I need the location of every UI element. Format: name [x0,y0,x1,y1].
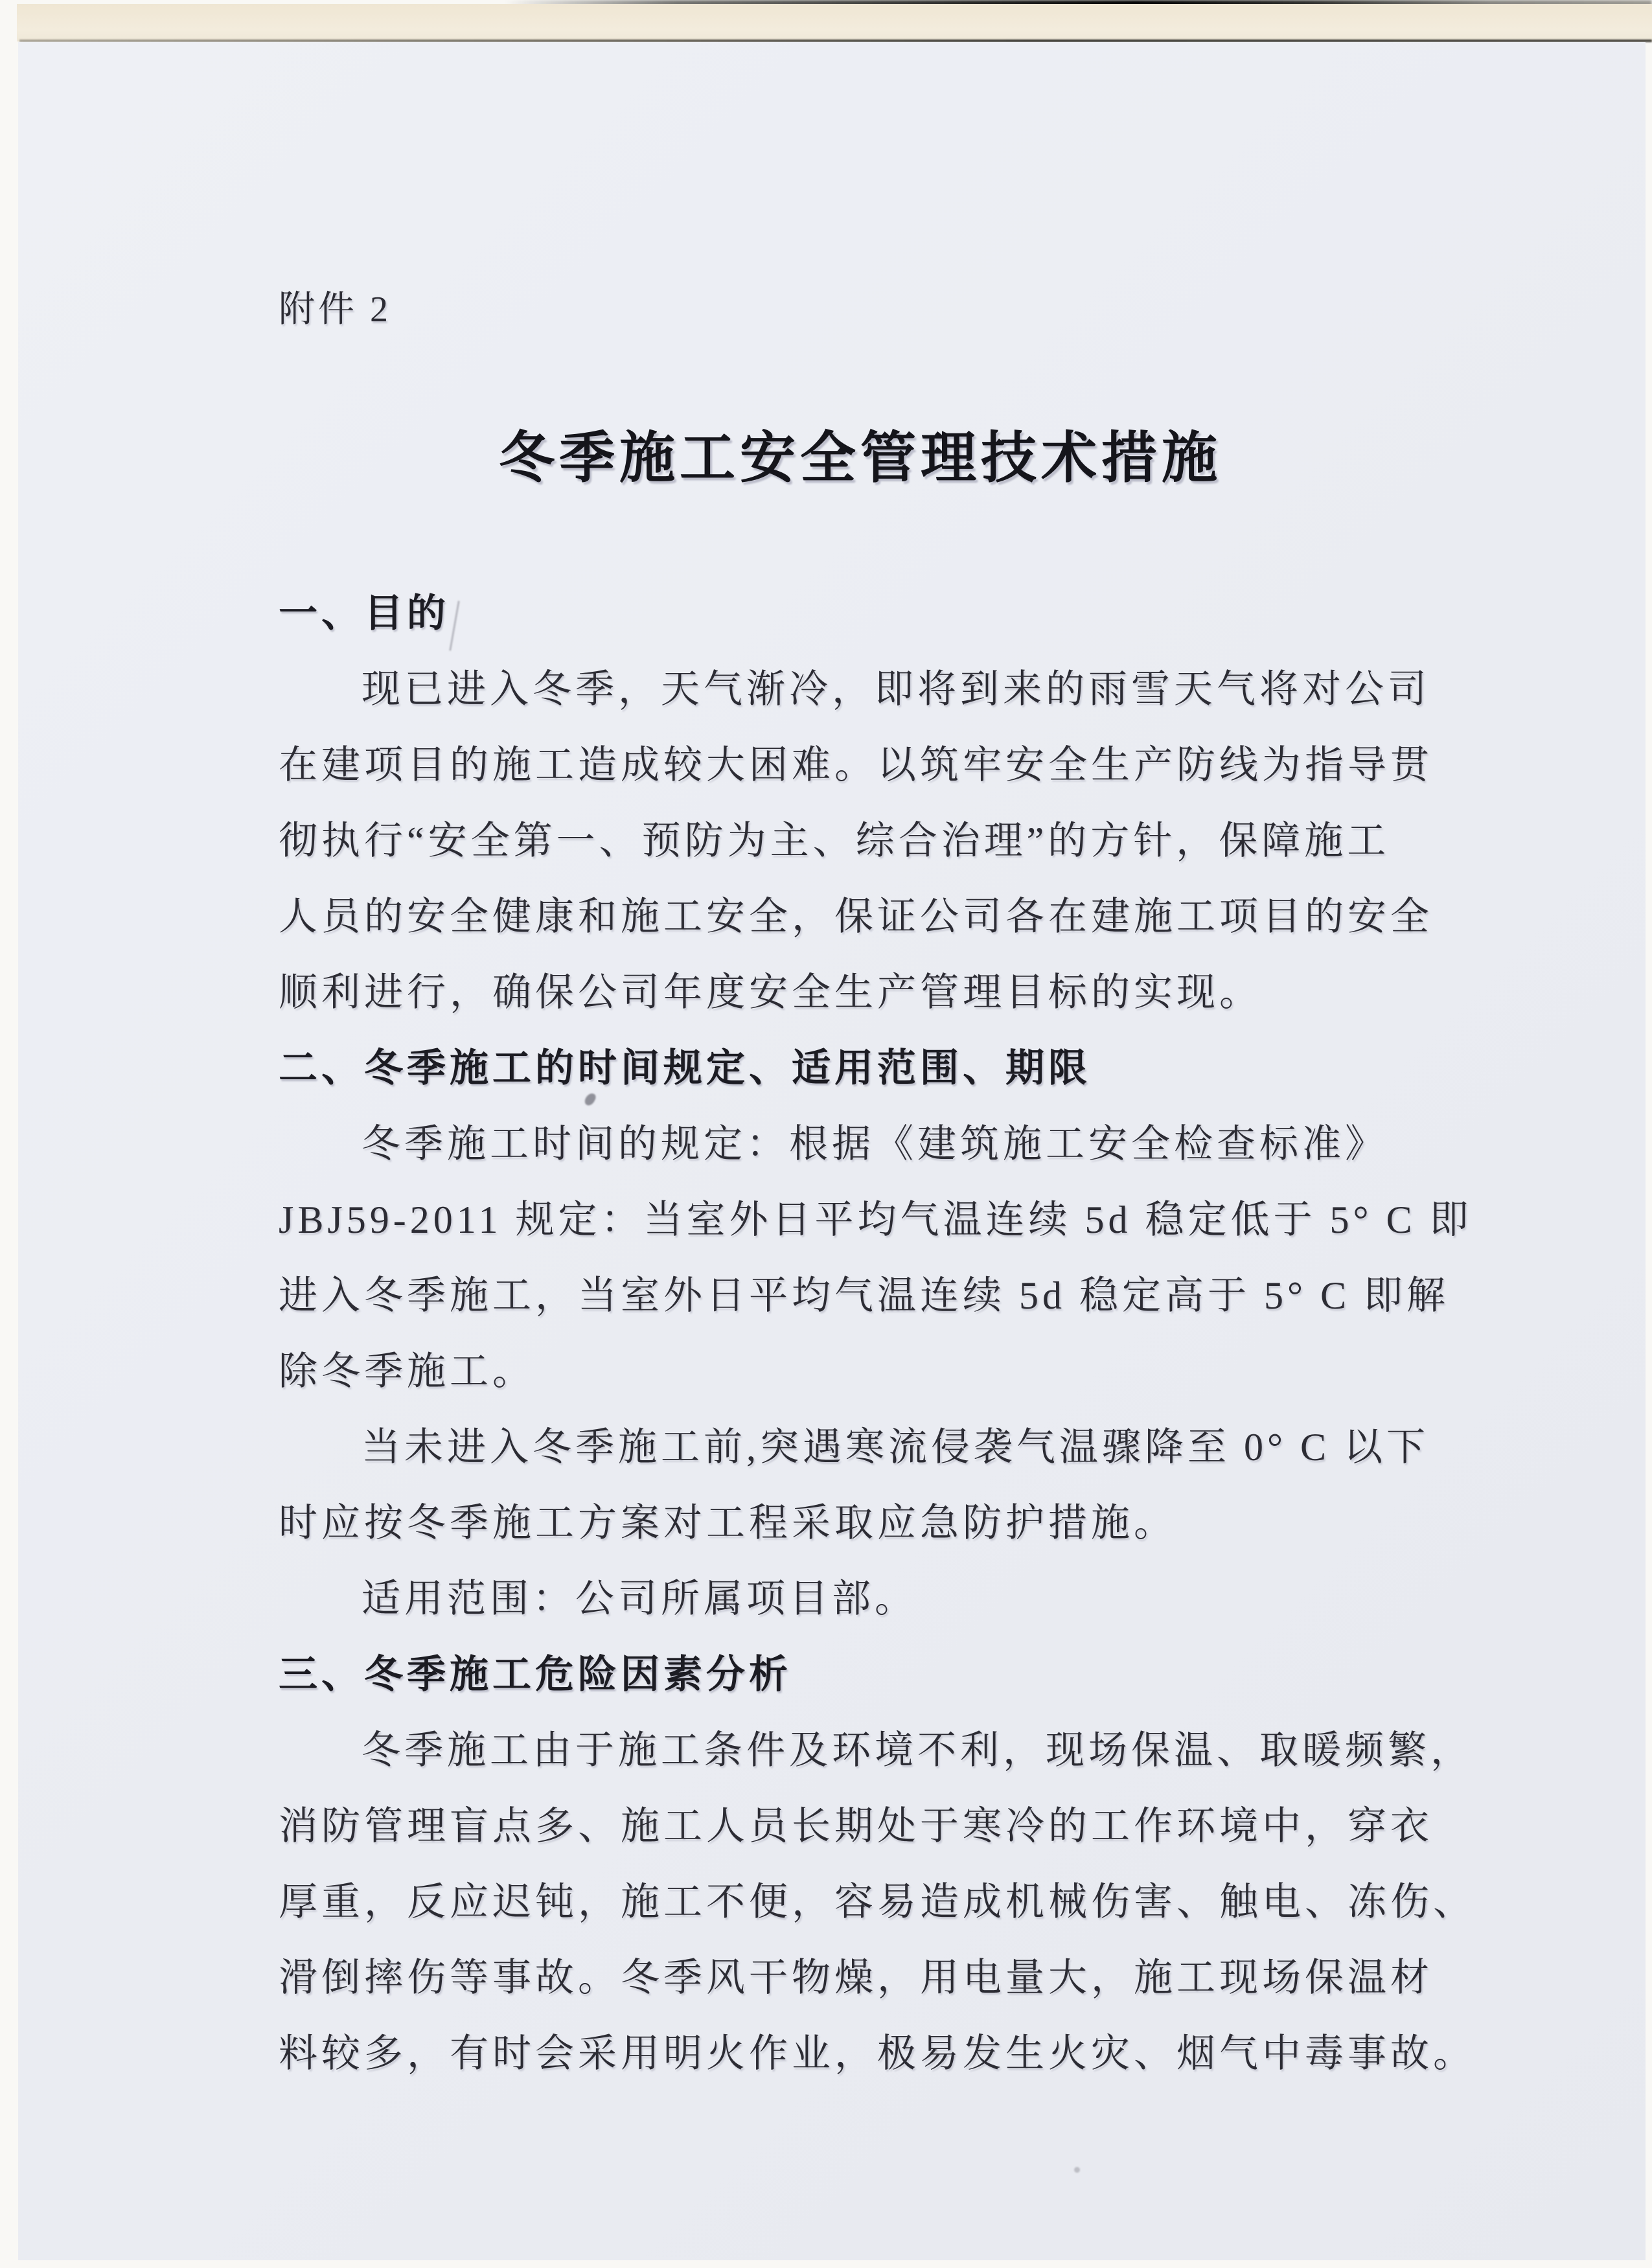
document-body [279,576,1476,2092]
text-line: JBJ59-2011 规定：当室外日平均气温连续 5d 稳定低于 5° C 即 [279,1198,1473,1241]
document-title: 冬季施工安全管理技术措施 [499,427,1222,489]
section-heading: 一、目的 [279,592,450,635]
text-line: 冬季施工时间的规定：根据《建筑施工安全检查标准》 [361,1123,1388,1165]
text-line: 彻执行“安全第一、预防为主、综合治理”的方针，保障施工 [279,819,1390,862]
text-line: 顺利进行，确保公司年度安全生产管理目标的实现。 [279,971,1262,1014]
text-line: 料较多，有时会采用明火作业，极易发生火灾、烟气中毒事故。 [279,2032,1476,2075]
text-line: 滑倒摔伤等事故。冬季风干物燥，用电量大，施工现场保温材 [279,1956,1433,1999]
text-line: 现已进入冬季，天气渐冷，即将到来的雨雪天气将对公司 [361,668,1430,711]
text-line: 冬季施工由于施工条件及环境不利，现场保温、取暖频繁， [361,1729,1473,1772]
section-heading: 二、冬季施工的时间规定、适用范围、期限 [279,1047,1091,1090]
paper-sheet [18,42,1646,2260]
text-line: 厚重，反应迟钝，施工不便，容易造成机械伤害、触电、冻伤、 [279,1881,1476,1923]
text-line: 在建项目的施工造成较大困难。以筑牢安全生产防线为指导贯 [279,744,1433,786]
scanner-edge-band [17,4,1652,41]
text-line: 进入冬季施工，当室外日平均气温连续 5d 稳定高于 5° C 即解 [279,1274,1450,1317]
text-line: 除冬季施工。 [279,1350,535,1393]
text-line: 适用范围：公司所属项目部。 [361,1577,917,1620]
text-line: 人员的安全健康和施工安全，保证公司各在建施工项目的安全 [279,895,1433,938]
ink-speck [1074,2167,1080,2173]
section-heading: 三、冬季施工危险因素分析 [279,1653,792,1696]
text-line: 当未进入冬季施工前,突遇寒流侵袭气温骤降至 0° C 以下 [361,1426,1430,1469]
attachment-label: 附件 2 [279,290,391,330]
text-line: 消防管理盲点多、施工人员长期处于寒冷的工作环境中，穿衣 [279,1805,1433,1848]
text-line: 时应按冬季施工方案对工程采取应急防护措施。 [279,1502,1176,1544]
